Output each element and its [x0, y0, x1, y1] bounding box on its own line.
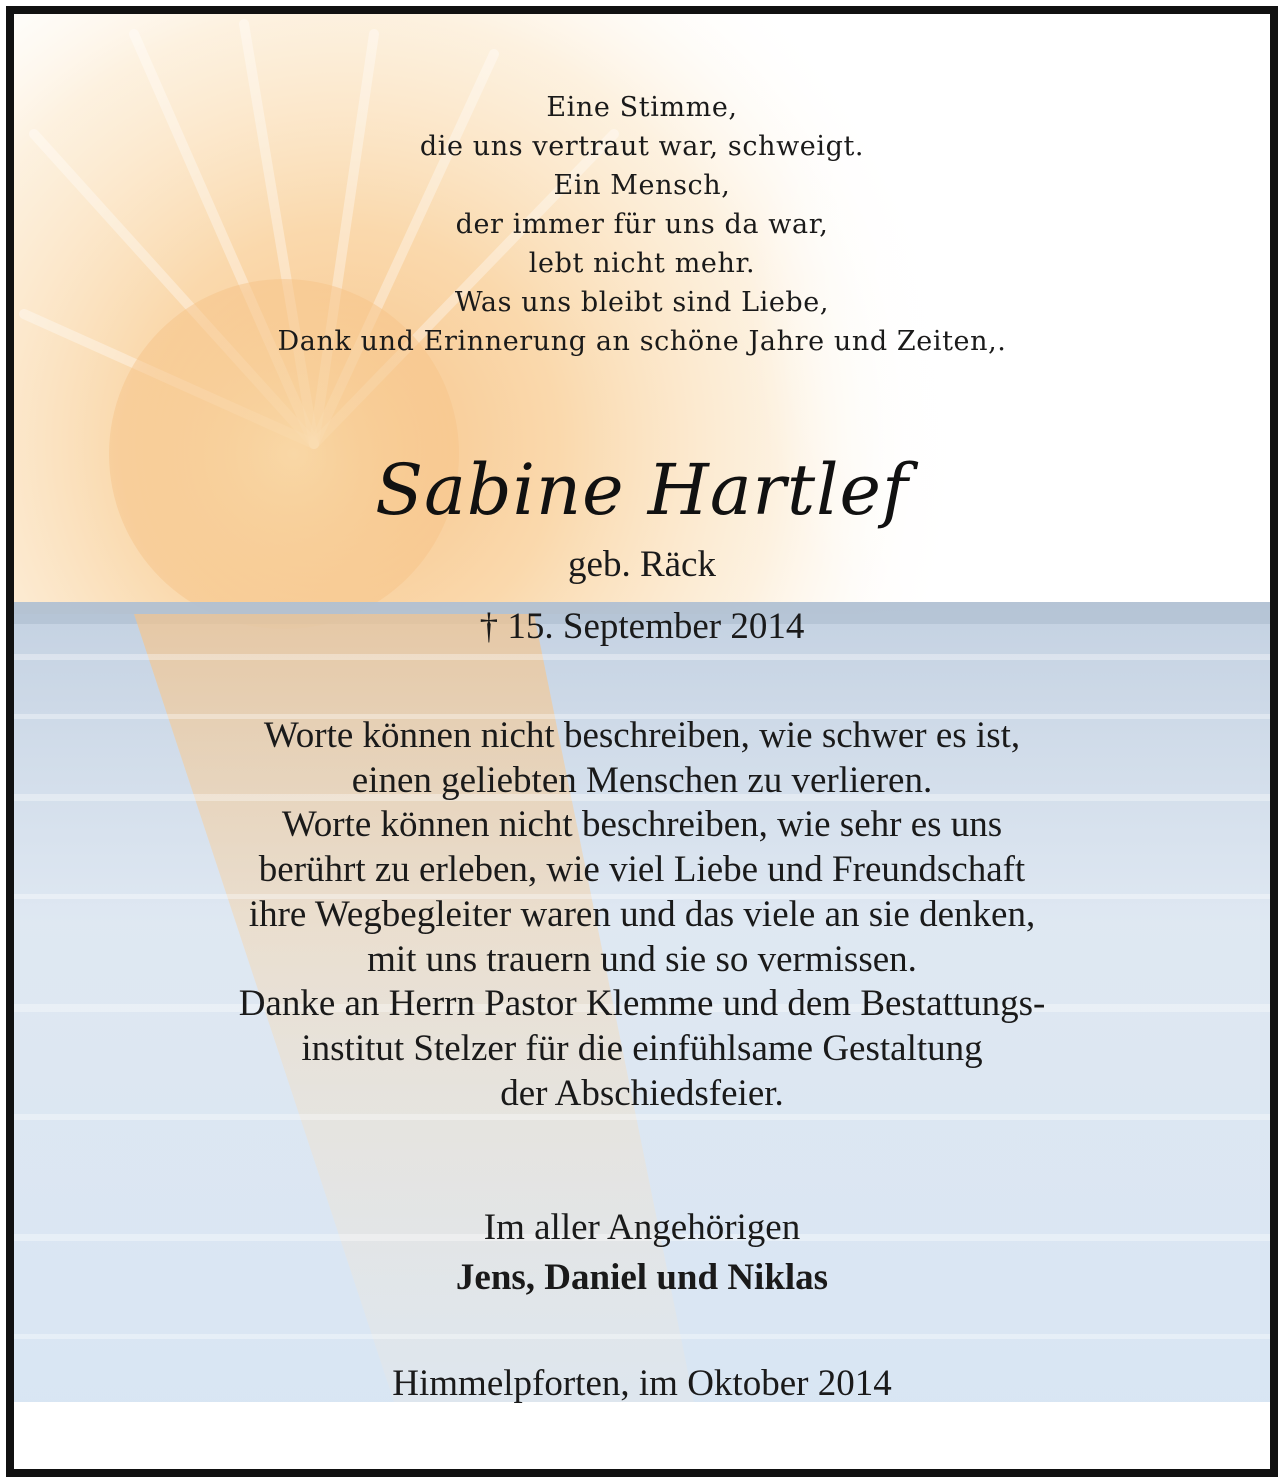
message-line: mit uns trauern und sie so vermissen. — [367, 938, 917, 980]
signoff-intro: Im aller Angehörigen — [483, 1207, 801, 1248]
maiden-name: geb. Räck — [568, 544, 716, 585]
poem-line: lebt nicht mehr. — [528, 248, 756, 279]
poem-line: Was uns bleibt sind Liebe, — [454, 287, 830, 318]
poem-line: Dank und Erinnerung an schöne Jahre und Zeiten,. — [277, 326, 1007, 357]
message-line: der Abschiedsfeier. — [500, 1072, 784, 1114]
obituary-notice — [6, 6, 1278, 1477]
thank-you-message — [14, 714, 1270, 1116]
memorial-poem — [14, 88, 1270, 361]
message-line: Worte können nicht beschreiben, wie schwer es ist, — [263, 715, 1021, 756]
message-line: institut Stelzer für die einfühlsame Gestaltung — [301, 1027, 983, 1069]
deceased-name: Sabine Hartlef — [375, 449, 909, 531]
death-date: † 15. September 2014 — [479, 606, 805, 647]
message-line: Danke an Herrn Pastor Klemme und dem Bestattungs- — [238, 983, 1046, 1025]
poem-line: Eine Stimme, — [546, 92, 738, 123]
message-line: Worte können nicht beschreiben, wie sehr es uns — [281, 804, 1003, 846]
notice-content — [14, 14, 1270, 1469]
poem-line: Ein Mensch, — [553, 170, 731, 201]
message-line: einen geliebten Menschen zu verlieren. — [351, 759, 933, 801]
family-names: Jens, Daniel und Niklas — [455, 1257, 829, 1298]
poem-line: der immer für uns da war, — [455, 209, 829, 240]
poem-line: die uns vertraut war, schweigt. — [419, 131, 865, 162]
message-line: berührt zu erleben, wie viel Liebe und Freundschaft — [258, 849, 1026, 891]
message-line: ihre Wegbegleiter waren und das viele an sie denken, — [248, 893, 1036, 935]
place-and-date: Himmelpforten, im Oktober 2014 — [392, 1363, 892, 1404]
